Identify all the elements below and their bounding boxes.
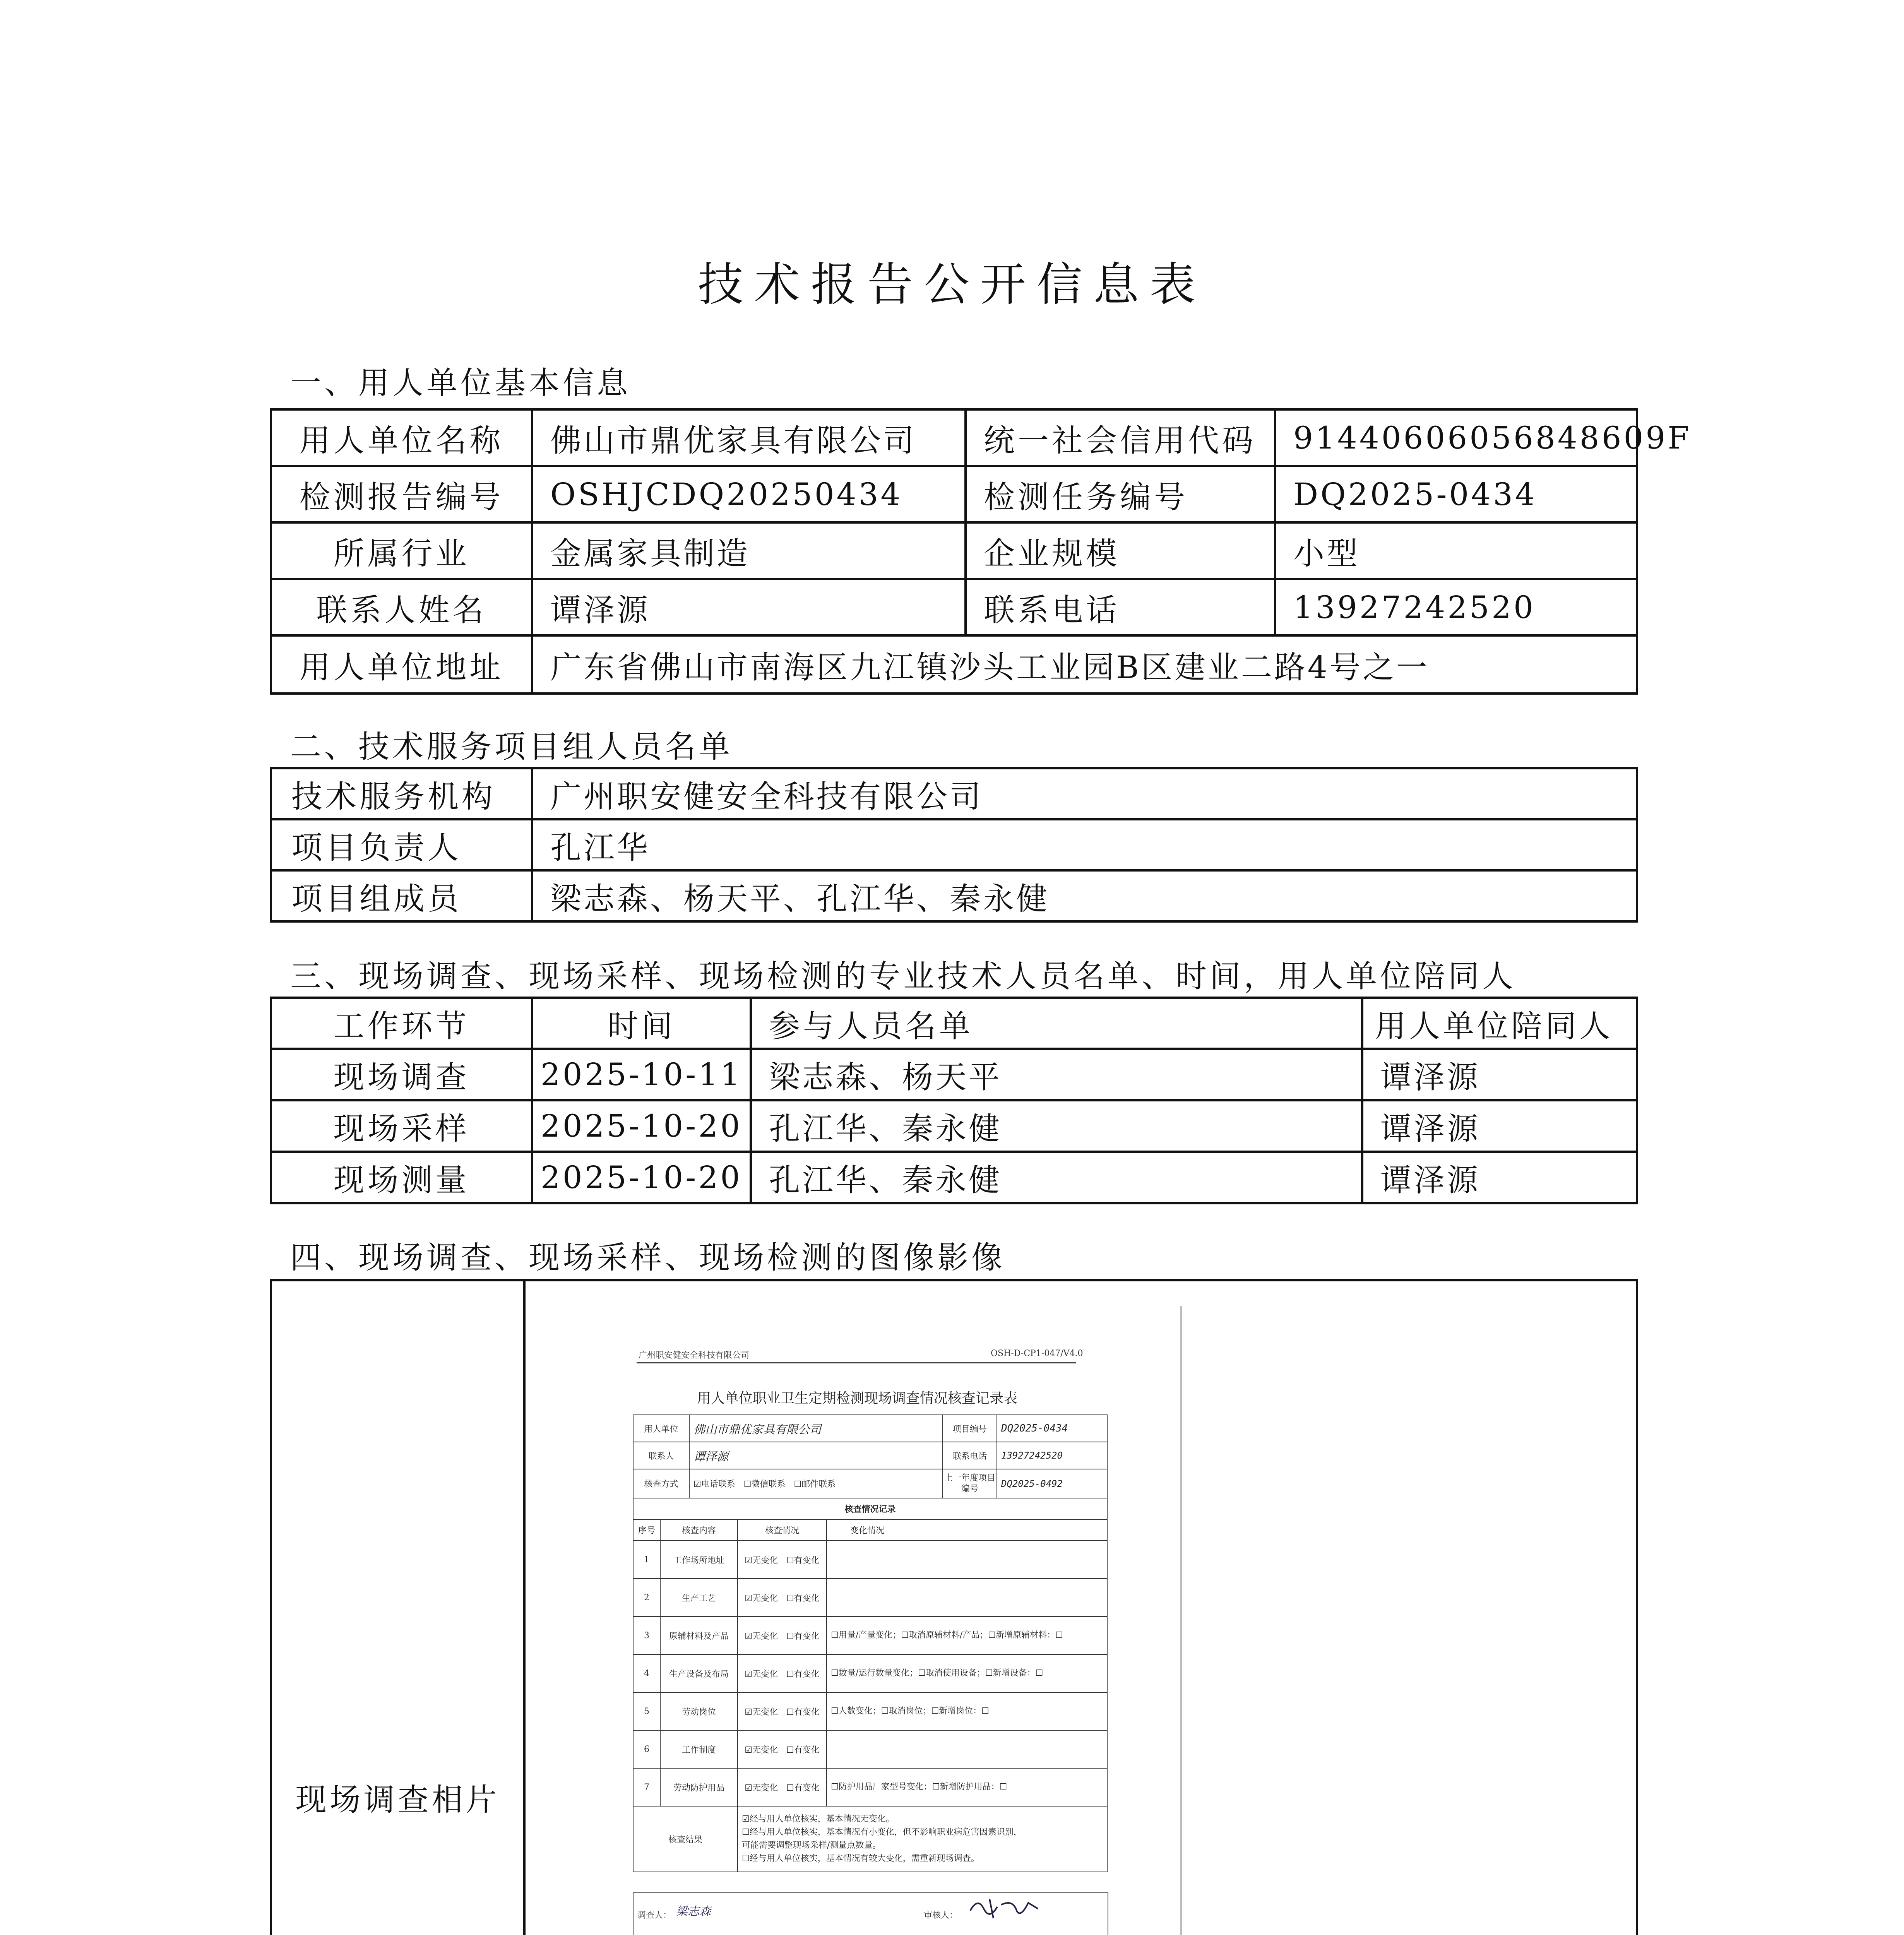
table-row: [271, 522, 1637, 579]
column-header: 工作环节: [271, 998, 532, 1049]
scan-label: 联系人: [633, 1442, 689, 1469]
table-row: [633, 1442, 1107, 1469]
cell-value: DQ2025-0434: [1275, 466, 1637, 522]
cell: 孔江华、秦永健: [751, 1152, 1362, 1203]
table-row: [633, 1692, 1107, 1730]
table-row: [271, 819, 1637, 870]
column-header: 核查内容: [660, 1519, 738, 1541]
scan-cell: ☐数量/运行数量变化；☐取消使用设备；☐新增设备：☐: [827, 1654, 1107, 1692]
table-row: [271, 409, 1637, 466]
scan-handwritten: 13927242520: [997, 1442, 1107, 1469]
cell-value: 小型: [1275, 522, 1637, 579]
site-survey-photo: [528, 1302, 1186, 1935]
scan-label: 用人单位: [633, 1415, 689, 1442]
scan-info-table: [633, 1414, 1108, 1498]
document-title: 技术报告公开信息表: [697, 258, 1206, 311]
team-table: [270, 767, 1638, 923]
scan-title: 用人单位职业卫生定期检测现场调查情况核查记录表: [697, 1390, 1017, 1406]
table-header-row: [633, 1519, 1107, 1541]
cell-value: 13927242520: [1275, 579, 1637, 635]
scan-form-code: OSH-D-CP1-047/V4.0: [991, 1349, 1083, 1358]
cell-label: 技术服务机构: [271, 768, 532, 819]
cell: 谭泽源: [1362, 1152, 1637, 1203]
table-row: [633, 1616, 1107, 1654]
scan-record-header: 核查情况记录: [633, 1498, 1107, 1519]
scan-cell: ☐人数变化；☐取消岗位；☐新增岗位：☐: [827, 1692, 1107, 1730]
cell-label: 用人单位名称: [271, 409, 532, 466]
scan-cell: [827, 1579, 1107, 1616]
cell-label: 联系电话: [966, 579, 1275, 635]
scan-label: 上一年度项目编号: [943, 1469, 997, 1498]
cell-label: 企业规模: [966, 522, 1275, 579]
table-row: [271, 1152, 1637, 1203]
cell-label: 用人单位地址: [271, 635, 532, 694]
cell-value: 广州职安健安全科技有限公司: [532, 768, 1637, 819]
table-row: [633, 1806, 1107, 1872]
cell-label: 检测任务编号: [966, 466, 1275, 522]
cell: 现场采样: [271, 1100, 532, 1152]
scan-cell: 4: [633, 1654, 660, 1692]
cell-value: 91440606056848609F: [1275, 409, 1637, 466]
scan-cell: 2: [633, 1579, 660, 1616]
section2-heading: 二、技术服务项目组人员名单: [290, 729, 733, 765]
cell-label: 检测报告编号: [271, 466, 532, 522]
cell-value: 佛山市鼎优家具有限公司: [532, 409, 966, 466]
scan-cell: ☑无变化 ☐有变化: [738, 1768, 827, 1806]
scan-company: 广州职安健安全科技有限公司: [639, 1351, 750, 1360]
scan-signature-block: [633, 1892, 1108, 1935]
scan-cell: 6: [633, 1730, 660, 1768]
cell-label: 联系人姓名: [271, 579, 532, 635]
photo-row-label: 现场调查相片: [271, 1280, 524, 1935]
cell-value: 梁志森、杨天平、孔江华、秦永健: [532, 870, 1637, 921]
table-row: [633, 1730, 1107, 1768]
scan-result-cell: [738, 1806, 1107, 1872]
table-row: [633, 1654, 1107, 1692]
scan-handwritten: 佛山市鼎优家具有限公司: [689, 1415, 943, 1442]
section1-heading: 一、用人单位基本信息: [290, 365, 631, 401]
cell: 谭泽源: [1362, 1100, 1637, 1152]
cell-value: 谭泽源: [532, 579, 966, 635]
cell-label: 项目组成员: [271, 870, 532, 921]
scan-cell: 原辅材料及产品: [660, 1616, 738, 1654]
scan-cell: 工作制度: [660, 1730, 738, 1768]
scan-cell: ☑无变化 ☐有变化: [738, 1616, 827, 1654]
table-row: [271, 466, 1637, 522]
table-row: [633, 1469, 1107, 1498]
column-header: 核查情况: [738, 1519, 827, 1541]
scan-cell: ☑无变化 ☐有变化: [738, 1692, 827, 1730]
scan-cell: 5: [633, 1692, 660, 1730]
scan-handwritten: 谭泽源: [689, 1442, 943, 1469]
section4-heading: 四、现场调查、现场采样、现场检测的图像影像: [290, 1240, 1005, 1276]
scan-cell: 生产设备及布局: [660, 1654, 738, 1692]
table-row: [271, 579, 1637, 635]
column-header: 变化情况: [827, 1519, 1107, 1541]
scan-cell: 工作场所地址: [660, 1541, 738, 1579]
table-row: [271, 1100, 1637, 1152]
scan-cell: 劳动岗位: [660, 1692, 738, 1730]
cell-value: 金属家具制造: [532, 522, 966, 579]
scan-cell: [827, 1541, 1107, 1579]
column-header: 时间: [532, 998, 751, 1049]
section3-heading: 三、现场调查、现场采样、现场检测的专业技术人员名单、时间，用人单位陪同人: [290, 958, 1516, 994]
cell: 现场调查: [271, 1049, 532, 1100]
cell: 2025-10-20: [532, 1152, 751, 1203]
table-row: [633, 1579, 1107, 1616]
scan-cell: 1: [633, 1541, 660, 1579]
table-row: [633, 1768, 1107, 1806]
cell-label: 项目负责人: [271, 819, 532, 870]
table-row: [271, 1049, 1637, 1100]
scan-result-line: ☐经与用人单位核实，基本情况有较大变化，需重新现场调查。: [742, 1854, 979, 1863]
scan-cell: 3: [633, 1616, 660, 1654]
cell: 2025-10-11: [532, 1049, 751, 1100]
cell-value: OSHJCDQ20250434: [532, 466, 966, 522]
cell: 孔江华、秦永健: [751, 1100, 1362, 1152]
cell: 梁志森、杨天平: [751, 1049, 1362, 1100]
scan-result-line: ☑经与用人单位核实，基本情况无变化。: [742, 1814, 894, 1824]
scan-result-line: 可能需要调整现场采样/测量点数量。: [742, 1841, 881, 1850]
cell: 2025-10-20: [532, 1100, 751, 1152]
cell-label: 所属行业: [271, 522, 532, 579]
column-header: 序号: [633, 1519, 660, 1541]
cell-value: 孔江华: [532, 819, 1637, 870]
personnel-table: [270, 997, 1638, 1204]
scan-investigator-signature: 梁志森: [676, 1905, 711, 1918]
scan-result-label: 核查结果: [633, 1806, 738, 1872]
scan-header-rule: [637, 1362, 1076, 1363]
scan-cell: ☐用量/产量变化；☐取消原辅材料/产品；☐新增原辅材料：☐: [827, 1616, 1107, 1654]
scan-result-line: ☐经与用人单位核实，基本情况有小变化，但不影响职业病危害因素识别，: [742, 1827, 1022, 1837]
cell: 现场测量: [271, 1152, 532, 1203]
scan-cell: ☑无变化 ☐有变化: [738, 1579, 827, 1616]
basic-info-table: [270, 408, 1692, 695]
scan-label: 联系电话: [943, 1442, 997, 1469]
scan-cell: ☐防护用品厂家型号变化；☐新增防护用品：☐: [827, 1768, 1107, 1806]
table-header-row: [271, 998, 1637, 1049]
table-row: [633, 1541, 1107, 1579]
table-row: [633, 1498, 1107, 1519]
scan-cell: ☑无变化 ☐有变化: [738, 1730, 827, 1768]
scan-cell: [827, 1730, 1107, 1768]
scan-cell: ☑无变化 ☐有变化: [738, 1541, 827, 1579]
cell-label: 统一社会信用代码: [966, 409, 1275, 466]
column-header: 参与人员名单: [751, 998, 1362, 1049]
table-row: [633, 1415, 1107, 1442]
scan-cell: 劳动防护用品: [660, 1768, 738, 1806]
scan-cell: ☑无变化 ☐有变化: [738, 1654, 827, 1692]
scan-investigator-label: 调查人：: [637, 1911, 672, 1920]
reviewer-signature-image: [966, 1895, 1044, 1922]
address-value: 广东省佛山市南海区九江镇沙头工业园B区建业二路4号之一: [532, 635, 1637, 694]
table-row: [271, 768, 1637, 819]
scan-label: 核查方式: [633, 1469, 689, 1498]
scan-reviewer-label: 审核人：: [924, 1911, 958, 1920]
scan-check-table: [633, 1498, 1108, 1872]
scan-method-options: ☑电话联系 ☐微信联系 ☐邮件联系: [689, 1469, 943, 1498]
cell: 谭泽源: [1362, 1049, 1637, 1100]
table-row: [271, 635, 1637, 694]
scan-label: 项目编号: [943, 1415, 997, 1442]
column-header: 用人单位陪同人: [1362, 998, 1637, 1049]
scan-cell: 生产工艺: [660, 1579, 738, 1616]
scan-cell: 7: [633, 1768, 660, 1806]
scan-handwritten: DQ2025-0492: [997, 1469, 1107, 1498]
scan-handwritten: DQ2025-0434: [997, 1415, 1107, 1442]
table-row: [271, 870, 1637, 921]
